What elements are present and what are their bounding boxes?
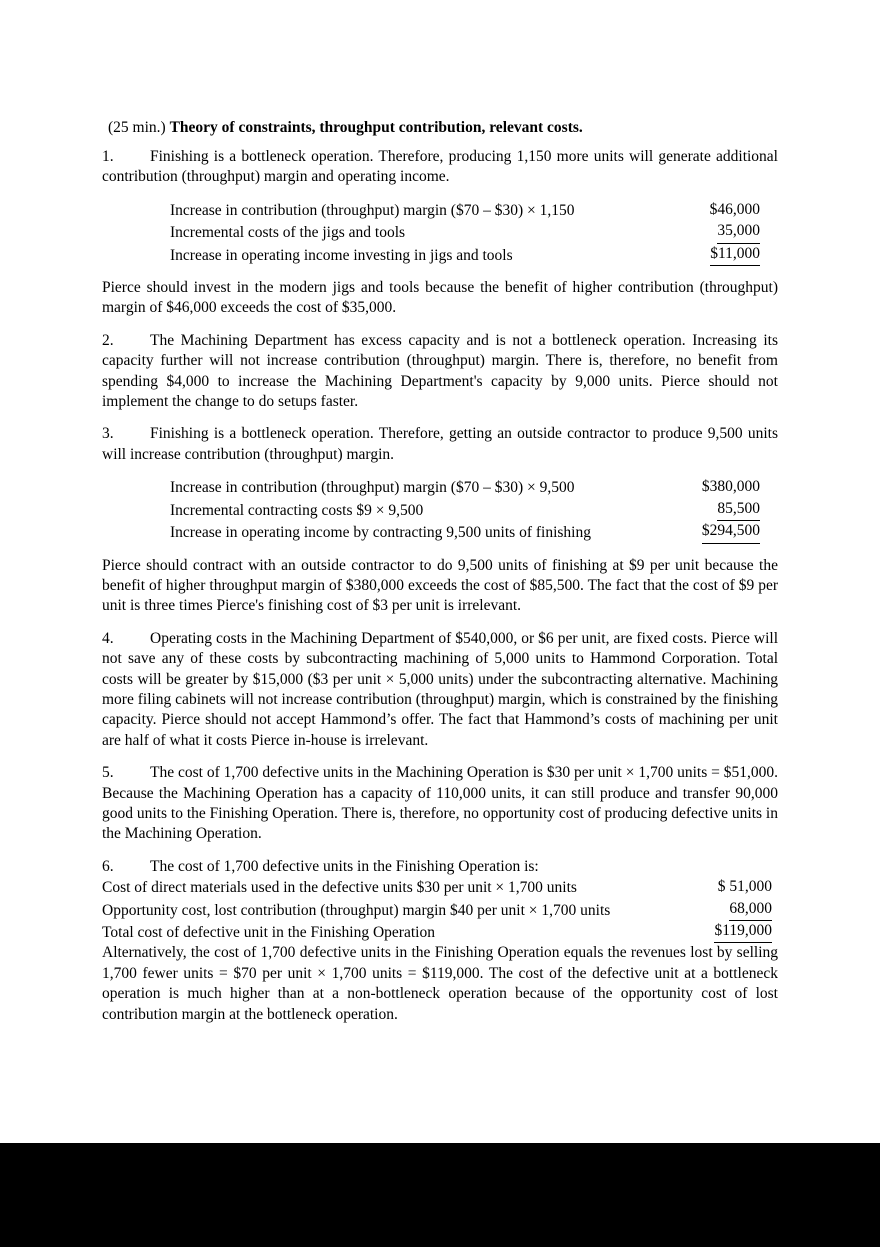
item-6-row-0-label: Cost of direct materials used in the defective units $30 per unit × 1,700 units	[102, 879, 577, 897]
page-title-duration: (25 min.)	[108, 119, 170, 136]
amount-value: $380,000	[701, 478, 760, 496]
item-3-paragraph	[102, 424, 778, 465]
table-row	[170, 221, 760, 243]
page-title-text: Theory of constraints, throughput contribution, relevant costs.	[169, 119, 583, 136]
amount-value: 35,000	[717, 221, 760, 243]
item-1-row-1-label: Incremental costs of the jigs and tools	[170, 224, 406, 242]
table-row	[102, 921, 772, 943]
amount-value: 68,000	[729, 899, 772, 921]
amount-value: $294,500	[702, 521, 760, 543]
table-row	[170, 477, 760, 498]
page-title	[102, 118, 778, 138]
item-6-row-2-label: Total cost of defective unit in the Finishing Operation	[102, 924, 435, 941]
table-row	[170, 244, 760, 266]
item-3-conclusion: Pierce should contract with an outside contractor to do 9,500 units of finishing at $9 per unit because the benefit of higher throughput margin of $380,000 exceeds the cost of $85,500. The fact that the cost of $9 per unit is three times Pierce's finishing cost of $3 per unit is irrelevant.	[102, 556, 778, 615]
item-3-number: 3.	[102, 425, 114, 443]
table-row	[102, 877, 772, 898]
amount-value: 85,500	[717, 499, 760, 521]
table-row	[170, 521, 760, 543]
amount-value: $11,000	[710, 244, 760, 266]
item-1-row-2-label: Increase in operating income investing in jigs and tools	[170, 246, 513, 264]
item-4-text: Operating costs in the Machining Department of $540,000, or $6 per unit, are fixed costs. Pierce will not save any of these costs by subcontracting machining of 5,000 units to Hammond Corporation. Total costs will be greater by $15,000 ($3 per unit × 5,000 units) under the subcontracting alternative. Machining more filing cabinets will not increase contribution (throughput) margin, which is constrained by the finishing capacity. Pierce should not accept Hammond’s offer. The fact that Hammond’s costs of machining per unit are half of what it costs Pierce in-house is irrelevant.	[102, 629, 778, 749]
item-6-row-1-label: Opportunity cost, lost contribution (throughput) margin $40 per unit × 1,700 units	[102, 901, 611, 919]
item-6-conclusion: Alternatively, the cost of 1,700 defective units in the Finishing Operation equals the revenues lost by selling 1,700 fewer units = $70 per unit × 1,700 units = $119,000. The cost of the defective unit at a bottleneck operation is much higher than at a non-bottleneck operation because of the opportunity cost of lost contribution margin at the bottleneck operation.	[102, 944, 778, 1023]
item-6-text: The cost of 1,700 defective units in the Finishing Operation is:	[150, 857, 539, 875]
item-3-amount-table	[170, 477, 760, 543]
item-6-amount-table	[102, 877, 772, 943]
item-1-amount-table	[170, 200, 760, 266]
item-5-paragraph	[102, 763, 778, 845]
item-6-row-1-value	[689, 899, 772, 921]
item-3-row-2-label: Increase in operating income by contracting 9,500 units of finishing	[170, 524, 591, 542]
item-1-paragraph	[102, 147, 778, 188]
item-2-paragraph	[102, 331, 778, 413]
item-3-row-2-value	[674, 521, 760, 543]
item-5-text: The cost of 1,700 defective units in the Machining Operation is $30 per unit × 1,700 units = $51,000. Because the Machining Operation has a capacity of 110,000 units, it can still produce and transfer 90,000 good units to the Finishing Operation. There is, therefore, no opportunity cost of producing defective units in the Machining Operation.	[102, 764, 778, 843]
item-1-text: Finishing is a bottleneck operation. Therefore, producing 1,150 more units will generate additional contribution (throughput) margin and operating income.	[102, 148, 778, 186]
item-3-row-0-value	[674, 477, 760, 498]
item-1-row-1-value	[679, 221, 760, 243]
table-row	[102, 899, 772, 921]
item-1-number: 1.	[102, 148, 114, 165]
item-6-row-0-value	[689, 877, 772, 898]
table-row	[170, 499, 760, 521]
item-1-conclusion: Pierce should invest in the modern jigs and tools because the benefit of higher contribution (throughput) margin of $46,000 exceeds the cost of $35,000.	[102, 279, 778, 317]
item-4-paragraph	[102, 629, 778, 751]
item-2-number: 2.	[102, 331, 114, 349]
amount-value: $119,000	[714, 921, 772, 943]
item-3-row-1-value	[674, 499, 760, 521]
page-bottom-black-bar	[0, 1143, 880, 1247]
item-4-number: 4.	[102, 629, 114, 647]
item-6-number: 6.	[102, 857, 114, 875]
item-3-text: Finishing is a bottleneck operation. Therefore, getting an outside contractor to produce 9,500 units will increase contribution (throughput) margin.	[102, 425, 778, 463]
item-3-row-0-label: Increase in contribution (throughput) margin ($70 – $30) × 9,500	[170, 479, 575, 497]
item-6-paragraph	[102, 857, 778, 877]
item-1-row-0-value	[679, 200, 760, 221]
amount-value: $46,000	[709, 200, 760, 218]
item-3-row-1-label: Incremental contracting costs $9 × 9,500	[170, 501, 424, 519]
item-5-number: 5.	[102, 764, 114, 782]
table-row	[170, 200, 760, 221]
amount-value: $ 51,000	[717, 878, 772, 896]
item-2-text: The Machining Department has excess capacity and is not a bottleneck operation. Increasing its capacity further will not increase contribution (throughput) margin. There is, therefore, no benefit from spending $4,000 to increase the Machining Department's capacity by 9,000 units. Pierce should not implement the change to do setups faster.	[102, 331, 778, 411]
item-1-row-0-label: Increase in contribution (throughput) margin ($70 – $30) × 1,150	[170, 201, 575, 219]
item-1-row-2-value	[679, 244, 760, 266]
document-body	[102, 118, 778, 1037]
item-6-row-2-value	[689, 921, 772, 943]
